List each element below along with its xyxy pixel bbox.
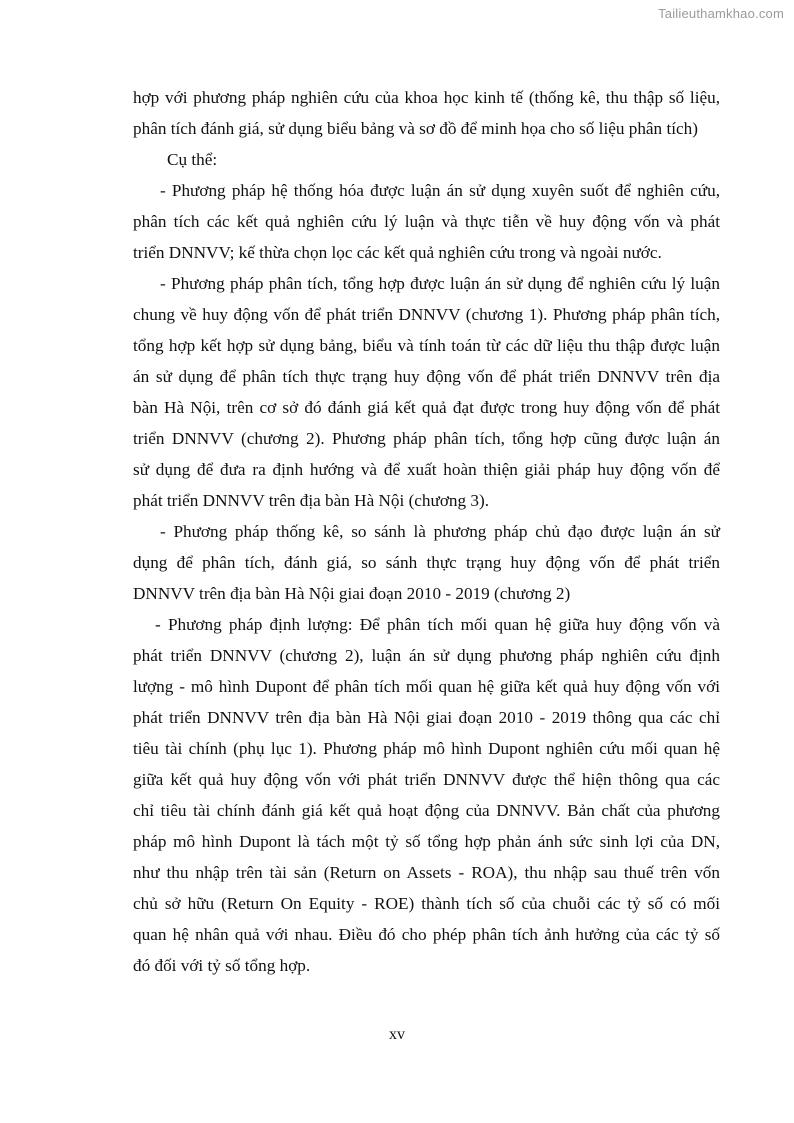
text-line: án sử dụng để phân tích thực trạng huy động vốn để phát triển DNNVV trên địa [133, 367, 720, 386]
text-line: hợp với phương pháp nghiên cứu của khoa học kinh tế (thống kê, thu thập số liệu, [133, 88, 720, 107]
text-line: phát triển DNNVV trên địa bàn Hà Nội giai đoạn 2010 - 2019 thông qua các chỉ [133, 708, 720, 727]
page-number: xv [389, 1026, 405, 1043]
text-line: - Phương pháp định lượng: Để phân tích mối quan hệ giữa huy động vốn và [155, 615, 720, 634]
text-line: lượng - mô hình Dupont để phân tích mối quan hệ giữa kết quả huy động vốn với [133, 677, 720, 696]
text-line: phát triển DNNVV trên địa bàn Hà Nội (chương 3). [133, 491, 490, 510]
watermark: Tailieuthamkhao.com [658, 6, 784, 21]
text-line: chung về huy động vốn để phát triển DNNVV (chương 1). Phương pháp phân tích, [133, 305, 720, 324]
text-line: quan hệ nhân quả với nhau. Điều đó cho phép phân tích ảnh hưởng của các tỷ số [133, 925, 720, 944]
text-line: chủ sở hữu (Return On Equity - ROE) thành tích số của chuỗi các tỷ số có mối [133, 894, 720, 913]
text-line: phát triển DNNVV (chương 2), luận án sử dụng phương pháp nghiên cứu định [133, 646, 720, 665]
text-line: như thu nhập trên tài sản (Return on Assets - ROA), thu nhập sau thuế trên vốn [133, 863, 720, 882]
text-line: triển DNNVV; kế thừa chọn lọc các kết quả nghiên cứu trong và ngoài nước. [133, 243, 662, 262]
text-line: - Phương pháp phân tích, tổng hợp được luận án sử dụng để nghiên cứu lý luận [160, 274, 720, 293]
text-line: sử dụng để đưa ra định hướng và để xuất hoàn thiện giải pháp huy động vốn để [133, 460, 720, 479]
text-line: đó đối với tỷ số tổng hợp. [133, 956, 311, 975]
text-line: triển DNNVV (chương 2). Phương pháp phân tích, tổng hợp cũng được luận án [133, 429, 720, 448]
text-line: giữa kết quả huy động vốn với phát triển DNNVV được thể hiện thông qua các [133, 770, 720, 789]
text-line: phân tích các kết quả nghiên cứu lý luận và thực tiễn về huy động vốn và phát [133, 212, 720, 231]
text-line: pháp mô hình Dupont là tách một tỷ số tổng hợp phản ánh sức sinh lợi của DN, [133, 832, 720, 851]
text-line: bàn Hà Nội, trên cơ sở đó đánh giá kết quả đạt được trong huy động vốn để phát [133, 398, 720, 417]
text-line: DNNVV trên địa bàn Hà Nội giai đoạn 2010 - 2019 (chương 2) [133, 584, 571, 603]
text-line: Cụ thể: [167, 150, 218, 169]
text-line: - Phương pháp thống kê, so sánh là phương pháp chủ đạo được luận án sử [160, 522, 720, 541]
text-line: dụng để phân tích, đánh giá, so sánh thực trạng huy động vốn để phát triển [133, 553, 720, 572]
text-line: phân tích đánh giá, sử dụng biểu bảng và sơ đồ để minh họa cho số liệu phân tích) [133, 119, 698, 138]
text-line: - Phương pháp hệ thống hóa được luận án sử dụng xuyên suốt để nghiên cứu, [160, 181, 720, 200]
text-line: chỉ tiêu tài chính đánh giá kết quả hoạt động của DNNVV. Bản chất của phương [133, 801, 720, 820]
text-line: tiêu tài chính (phụ lục 1). Phương pháp mô hình Dupont nghiên cứu mối quan hệ [133, 739, 720, 758]
text-line: tổng hợp kết hợp sử dụng bảng, biểu và tính toán từ các dữ liệu thu thập được luận [133, 336, 720, 355]
